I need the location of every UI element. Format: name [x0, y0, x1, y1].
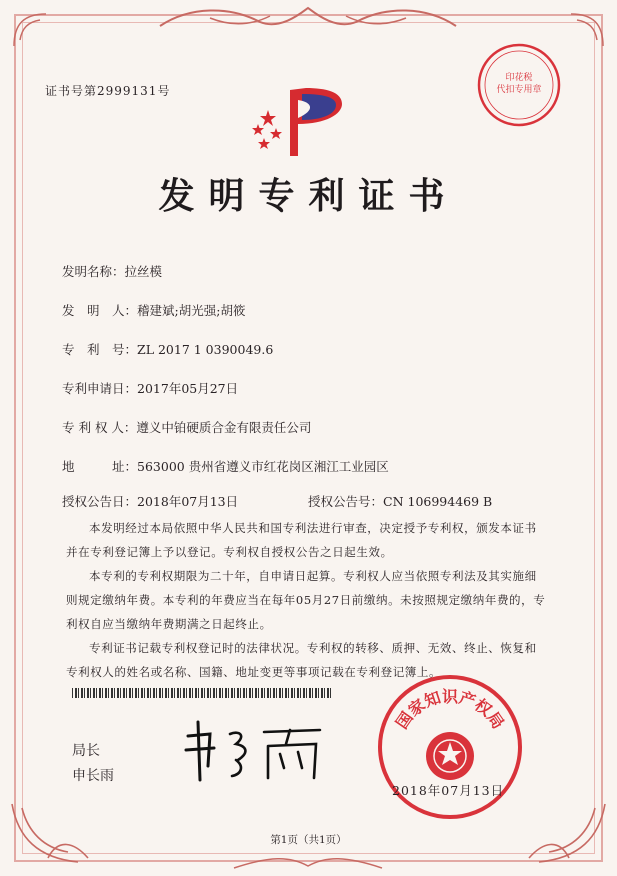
bottom-ornament-icon — [230, 852, 387, 872]
patent-office-logo-icon — [246, 80, 366, 160]
body-paragraph: 专利证书记载专利权登记时的法律状况。专利权的转移、质押、无效、终止、恢复和专利权人的姓名或名称、国籍、地址变更等事项记载在专利登记簿上。 — [66, 641, 537, 679]
address-label: 地 址： — [62, 459, 138, 474]
filing-date-value: 2017年05月27日 — [137, 381, 239, 396]
seal-date: 2018年07月13日 — [392, 783, 505, 798]
invention-name-value: 拉丝模 — [124, 264, 163, 279]
inventor-value: 稽建斌;胡光强;胡筱 — [137, 303, 246, 318]
tax-seal-icon — [476, 42, 562, 128]
invention-name-row — [62, 262, 162, 280]
inventor-row — [62, 301, 245, 319]
patentee-value: 遵义中铂硬质合金有限责任公司 — [136, 420, 312, 435]
official-seal-icon — [375, 672, 525, 822]
certificate-number: 证书号第2999131号 — [45, 84, 171, 98]
invention-name-label: 发明名称： — [62, 264, 125, 279]
grant-number-label: 授权公告号： — [308, 494, 384, 509]
patentee-row — [62, 418, 311, 436]
patentee-label: 专 利 权 人： — [62, 420, 137, 435]
grant-number-row — [308, 492, 492, 510]
svg-text:国家知识产权局: 国家知识产权局 — [392, 687, 508, 733]
grant-date-value: 2018年07月13日 — [137, 494, 239, 509]
page-footer: 第1页（共1页） — [270, 834, 347, 846]
corner-ornament-icon — [567, 10, 607, 50]
inventor-label: 发 明 人： — [62, 303, 138, 318]
director-title: 局长 — [72, 743, 100, 759]
svg-text:代扣专用章: 代扣专用章 — [496, 85, 542, 95]
top-ornament-icon — [150, 4, 467, 34]
address-row — [62, 457, 389, 475]
body-paragraph: 本专利的专利权期限为二十年，自申请日起算。专利权人应当依照专利法及其实施细则规定缴纳年费。本专利的年费应当在每年05月27日前缴纳。未按照规定缴纳年费的，专利权自应当缴纳年费期满之日起终止。 — [66, 569, 546, 631]
svg-text:印花税: 印花税 — [505, 73, 533, 83]
director-name: 申长雨 — [72, 768, 114, 784]
corner-ornament-icon — [10, 10, 50, 50]
body-paragraph: 本发明经过本局依照中华人民共和国专利法进行审查，决定授予专利权，颁发本证书并在专利登记簿上予以登记。专利权自授权公告之日起生效。 — [66, 521, 537, 559]
patent-number-label: 专 利 号： — [62, 342, 138, 357]
filing-date-row — [62, 379, 238, 397]
grant-number-value: CN 106994469 B — [383, 494, 493, 509]
signature-image — [180, 716, 330, 786]
patent-number-row — [62, 340, 273, 358]
patent-number-value: ZL 2017 1 0390049.6 — [137, 342, 274, 357]
address-value: 563000 贵州省遵义市红花岗区湘江工业园区 — [137, 459, 389, 474]
certificate-body — [66, 516, 548, 684]
page-title: 发明专利证书 — [158, 175, 459, 217]
filing-date-label: 专利申请日： — [62, 381, 138, 396]
grant-date-label: 授权公告日： — [62, 494, 138, 509]
barcode — [72, 688, 332, 698]
grant-date-row — [62, 492, 238, 510]
